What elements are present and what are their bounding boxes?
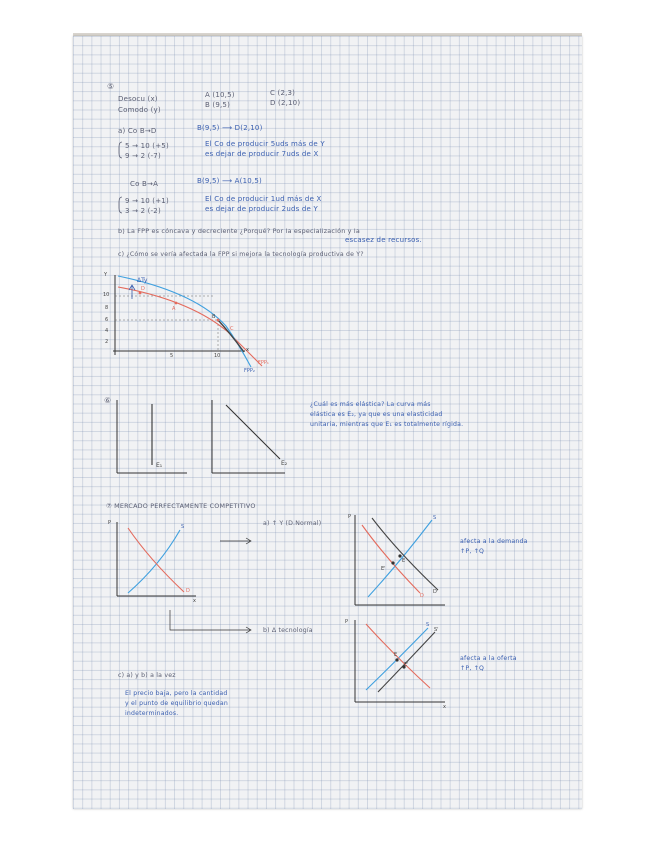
q5-b-line2: escasez de recursos. [345,236,422,244]
g2-p-label: P [348,514,352,520]
fpp-ytick-8: 8 [105,305,109,311]
g2-e1-label: E' [381,566,386,572]
fpp-y-axis-label: Y [104,272,108,278]
g3-eq-e [395,658,398,661]
fpp-x-axis-label: x [246,347,249,353]
fpp-xtick-5: 5 [170,353,174,359]
q5-a2-bracket-line2: 3 → 2 (-2) [125,207,161,215]
fpp-point-d-label: D [141,286,145,292]
arrow-to-a [220,538,251,544]
q7-b-effect2: ↑P, ↑Q [460,665,485,672]
q5-c-line: c) ¿Cómo se vería afectada la FPP si mejora la tecnología productiva de Y? [118,251,364,258]
q7-a-effect2: ↑P, ↑Q [460,548,485,555]
q7-b-effect1: afecta a la oferta [460,655,517,662]
fpp1-label: FPP₁ [258,360,269,366]
fpp-point-a-label: A [172,306,176,312]
fpp-ytick-10: 10 [103,292,110,298]
fpp-xtick-10: 10 [214,353,221,359]
q7-c-note3: indeterminados. [125,710,179,717]
q6-e2-label: E₂ [281,460,288,467]
g2-eq-e [391,561,394,564]
q5-row2-left: Comodo (y) [118,106,161,114]
q5-row1-left: Desocu (x) [118,95,158,103]
g3-demand [366,624,430,688]
q5-a-note1: El Co de producir 5uds más de Y [205,140,325,148]
q6-number: ⑥ [104,396,112,405]
fpp2-label: FPP₂ [244,368,255,374]
q5-row1-c: C (2,3) [270,89,296,97]
q5-a2-note1: El Co de producir 1ud más de X [205,195,322,203]
g3-p-label: P [345,619,349,625]
q5-a2-note2: es dejar de producir 2uds de Y [205,205,318,213]
g2-d-label: D [420,593,424,599]
q5-a-bracket-line2: 9 → 2 (-7) [125,152,161,160]
g3-x-label: x [443,704,446,710]
market-graph-b [355,620,445,702]
q6-note-line3: unitaria, mientras que E₁ es totalmente rígida. [310,421,464,428]
q7-b-label: b) Δ tecnología [263,627,313,634]
q5-a-points: B(9,5) ⟶ D(2,10) [197,124,263,132]
g2-e-label: E [402,558,406,564]
q5-number: ⑤ [107,82,115,91]
q5-a2-bracket-line1: 9 → 10 (+1) [125,197,169,205]
q6-note-line1: ¿Cuál es más elástica? La curva más [310,401,431,408]
market-graph-base [117,522,251,633]
fpp-point-d [139,292,142,295]
q5-a-note2: es dejar de producir 7uds de X [205,150,319,158]
q5-b-line: b) La FPP es cóncava y decreciente ¿Porqué? Por la especialización y la [118,227,360,235]
fpp2-curve [118,276,251,367]
q6-e1-label: E₁ [156,462,163,469]
g2-s-label: S [433,515,437,521]
e2-curve [226,405,280,459]
q7-c-note1: El precio baja, pero la cantidad [125,690,228,697]
q5-a2-points: B(9,5) ⟶ A(10,5) [197,177,262,185]
q5-row2-d: D (2,10) [270,99,301,107]
fpp-shift-arrow [129,285,135,299]
fpp-ytick-4: 4 [105,328,109,334]
bracket-a2 [119,197,122,213]
g2-demand [362,525,420,593]
fpp1-curve [118,287,262,366]
q7-title: ⑦ MERCADO PERFECTAMENTE COMPETITIVO [106,502,256,510]
fpp-point-c-label: C [230,326,234,332]
market-graph-a [355,515,445,605]
q7-a-effect1: afecta a la demanda [460,538,528,545]
g3-s1-label: S' [434,627,439,633]
g2-d1-label: D' [433,589,439,595]
g3-e-label: E [394,652,398,658]
q7-a-label: a) ↑ Y (D.Normal) [263,520,322,527]
g1-x-label: x [193,598,196,604]
q5-row1-a: A (10,5) [205,91,235,99]
fpp-ytick-2: 2 [105,339,109,345]
g1-d-label: D [186,588,190,594]
arrow-to-b [170,610,251,633]
q7-c-note2: y el punto de equilibrio quedan [125,700,229,707]
fpp-point-b [217,319,220,322]
q5-a-bracket-line1: 5 → 10 (+5) [125,142,169,150]
g3-e1-label: E' [404,662,409,668]
elasticity-graphs [117,400,288,473]
fpp-point-a [175,302,178,305]
g1-p-label: P [108,520,112,526]
fpp-ytick-6: 6 [105,317,109,323]
q5-row2-b: B (9,5) [205,101,231,109]
g1-s-label: S [181,524,185,530]
q7-c-label: c) a) y b) a la vez [118,672,176,679]
q5-a-label: a) Co B→D [118,127,157,135]
fpp-point-b-label: B [212,314,216,320]
fpp-graph [113,275,262,367]
q6-note-line2: elástica es E₂, ya que es una elasticidad [310,411,443,418]
g2-supply [368,520,432,597]
fpp-shared-segment [218,320,244,352]
fpp-delta-label: ΔTy [137,277,148,284]
q5-a2-label: Co B→A [130,180,159,188]
bracket-a [119,142,122,158]
g3-s-label: S [426,622,430,628]
